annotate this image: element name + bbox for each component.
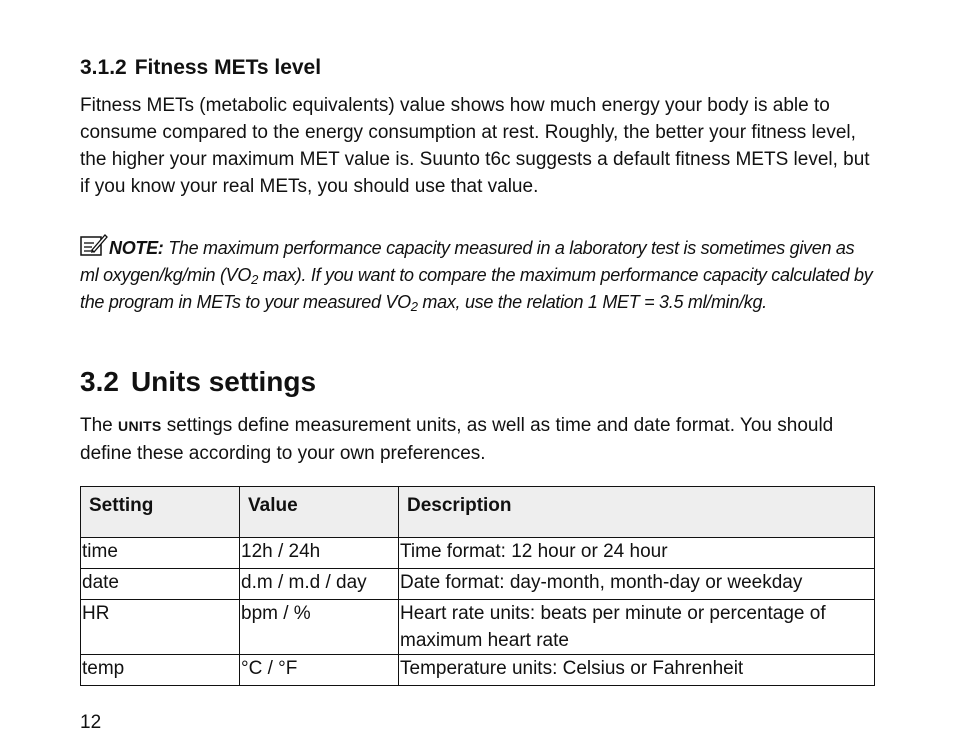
- section-title: Fitness METs level: [134, 56, 322, 79]
- note-pencil-icon: [80, 233, 108, 257]
- cell-setting: time: [81, 538, 240, 569]
- section-number: 3.1.2: [80, 56, 127, 79]
- section-heading-3-1-2: [80, 56, 321, 80]
- table-row: [81, 538, 875, 569]
- units-text-before: The: [80, 415, 119, 436]
- cell-value: bpm / %: [240, 600, 399, 655]
- cell-setting: temp: [81, 655, 240, 686]
- cell-description: Temperature units: Celsius or Fahrenheit: [399, 655, 875, 686]
- page-number: 12: [80, 712, 102, 733]
- units-paragraph: [80, 412, 875, 467]
- cell-setting: HR: [81, 600, 240, 655]
- note-subscript-2: 2: [410, 299, 418, 314]
- note-text-3: max, use the relation 1 MET = 3.5 ml/min/kg.: [417, 292, 767, 312]
- note-text-1: The maximum performance capacity measured in a laboratory test is sometimes given as ml oxygen/kg/min (VO: [80, 238, 855, 285]
- header-setting: Setting: [81, 487, 240, 538]
- cell-description: Heart rate units: beats per minute or percentage of maximum heart rate: [399, 600, 875, 655]
- note-block: [80, 233, 875, 316]
- units-keyword: UNITS: [118, 418, 162, 434]
- cell-value: 12h / 24h: [240, 538, 399, 569]
- table-row: [81, 655, 875, 686]
- section-heading-3-2: [80, 366, 316, 398]
- cell-value: °C / °F: [240, 655, 399, 686]
- fitness-mets-paragraph: Fitness METs (metabolic equivalents) value shows how much energy your body is able to consume compared to the energy consumption at rest. Roughly, the better your fitness level, the higher your maximum MET value is. Suunto t6c suggests a default fitness METS level, but if you know your real METs, you should use that value.: [80, 95, 870, 197]
- header-description: Description: [399, 487, 875, 538]
- note-label: NOTE:: [109, 238, 164, 258]
- note-text-2: max). If you want to compare the maximum performance capacity calculated by the program in METs to your measured VO: [80, 265, 873, 312]
- section-title: Units settings: [130, 366, 317, 397]
- section-number: 3.2: [80, 366, 119, 397]
- table-row: [81, 600, 875, 655]
- cell-setting: date: [81, 569, 240, 600]
- table-header-row: [81, 487, 875, 538]
- table-row: [81, 569, 875, 600]
- cell-description: Time format: 12 hour or 24 hour: [399, 538, 875, 569]
- header-value: Value: [240, 487, 399, 538]
- cell-value: d.m / m.d / day: [240, 569, 399, 600]
- units-table: [80, 486, 875, 686]
- note-subscript-1: 2: [251, 272, 258, 287]
- units-text-after: settings define measurement units, as well as time and date format. You should define these according to your own preferences.: [80, 415, 834, 464]
- cell-description: Date format: day-month, month-day or weekday: [399, 569, 875, 600]
